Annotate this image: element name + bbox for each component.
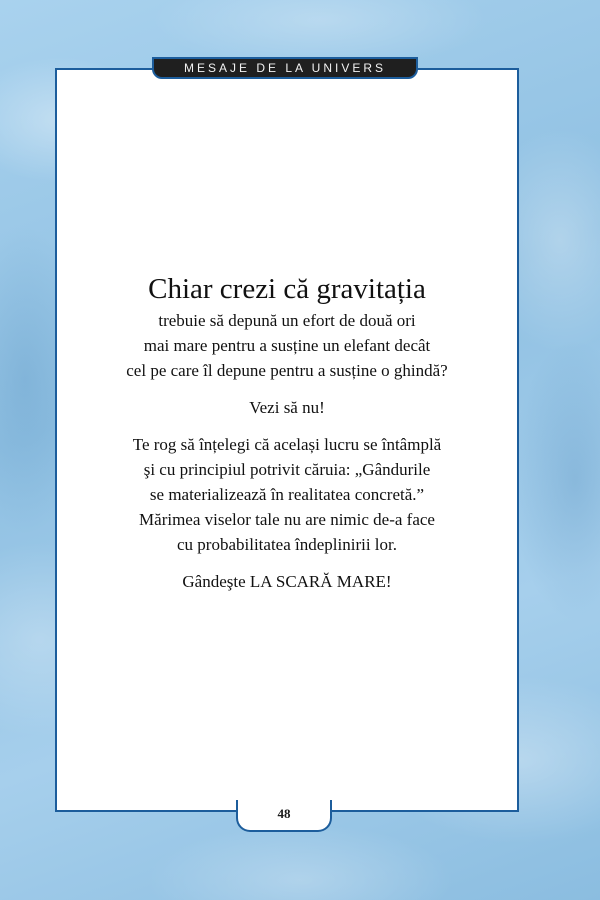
message-body	[75, 270, 499, 594]
lead-line: cel pe care îl depune pentru a susține o ghindă?	[126, 361, 448, 380]
running-header	[152, 57, 418, 79]
running-title: MESAJE DE LA UNIVERS	[183, 61, 387, 75]
body-line: se materializează în realitatea concretă.”	[149, 485, 425, 504]
lead-line: mai mare pentru a susține un elefant decât	[143, 336, 431, 355]
lead-line: trebuie să depună un efort de două ori	[158, 311, 416, 330]
answer-line: Vezi să nu!	[249, 398, 325, 417]
page-number: 48	[277, 806, 291, 821]
body-line: cu probabilitatea îndeplinirii lor.	[177, 535, 397, 554]
page-footer	[236, 800, 332, 832]
closing-line: Gândeşte LA SCARĂ MARE!	[182, 572, 392, 591]
body-line: şi cu principiul potrivit căruia: „Gândurile	[143, 460, 431, 479]
body-line: Mărimea viselor tale nu are nimic de-a face	[139, 510, 435, 529]
body-line: Te rog să înțelegi că același lucru se întâmplă	[132, 435, 442, 454]
message-title: Chiar crezi că gravitația	[148, 273, 426, 305]
